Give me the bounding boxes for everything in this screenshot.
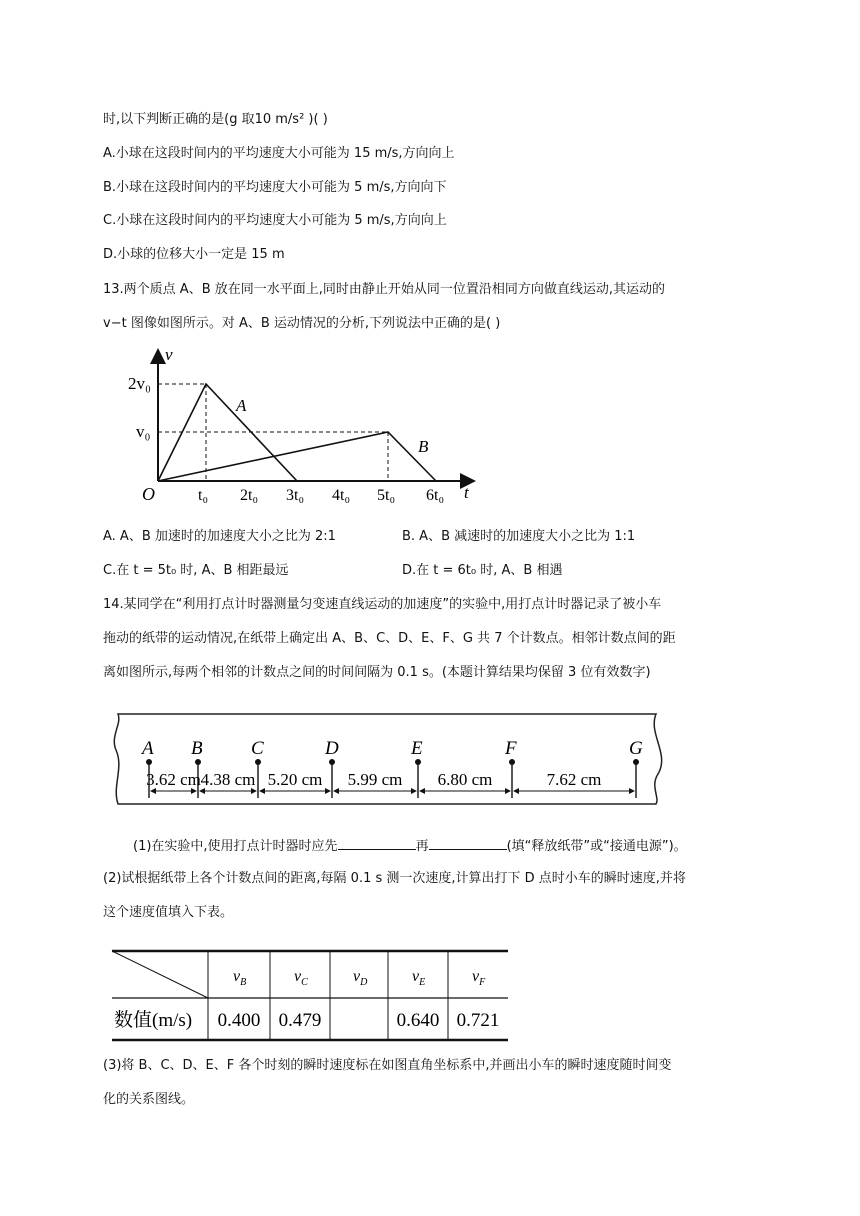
tape-distance-label: 5.20 cm xyxy=(267,770,323,789)
q14-part1 xyxy=(133,835,687,857)
tape-distance-label: 3.62 cm xyxy=(146,770,201,789)
y-axis-label: v xyxy=(165,345,173,364)
table-header: $v_D$ xyxy=(353,968,368,988)
q14-part3-line1: (3)将 B、C、D、E、F 各个时刻的瞬时速度标在如图直角坐标系中,并画出小车的瞬时速度随时间变 xyxy=(103,1058,672,1073)
x-tick-6t0: 6t₀ xyxy=(426,487,445,504)
curve-b xyxy=(158,432,436,481)
q13-option-c: C.在 t = 5t₀ 时, A、B 相距最远 xyxy=(103,563,289,578)
tape-point-label: B xyxy=(191,738,203,759)
q12-option-a: A.小球在这段时间内的平均速度大小可能为 15 m/s,方向向上 xyxy=(103,146,455,161)
table-value: 0.479 xyxy=(278,1010,322,1031)
x-tick-5t0: 5t₀ xyxy=(377,487,396,504)
tape-dot xyxy=(146,759,152,765)
q14-part2-line2: 这个速度值填入下表。 xyxy=(103,905,234,920)
q12-option-b: B.小球在这段时间内的平均速度大小可能为 5 m/s,方向向下 xyxy=(103,180,447,195)
tape-dot xyxy=(415,759,421,765)
q14-part2-line1: (2)试根据纸带上各个计数点间的距离,每隔 0.1 s 测一次速度,计算出打下 D 点时小车的瞬时速度,并将 xyxy=(103,871,686,886)
q13-vt-graph xyxy=(120,340,490,510)
table-value: 0.640 xyxy=(396,1010,440,1031)
table-value: 0.721 xyxy=(456,1010,500,1031)
table-header: $v_B$ xyxy=(233,968,247,988)
q14-velocity-table xyxy=(108,948,512,1048)
curve-b-label: B xyxy=(418,437,429,456)
q14-part1-blank-1[interactable] xyxy=(338,835,416,850)
q13-stem-line2: v−t 图像如图所示。对 A、B 运动情况的分析,下列说法中正确的是( ) xyxy=(103,316,501,331)
tape-point-label: G xyxy=(629,738,643,759)
q14-part1-text-c: (填“释放纸带”或“接通电源”)。 xyxy=(506,839,687,854)
tape-distance-label: 6.80 cm xyxy=(437,770,493,789)
tape-point-label: C xyxy=(251,738,264,759)
x-tick-2t0: 2t₀ xyxy=(240,487,259,504)
tape-dot xyxy=(195,759,201,765)
tape-distance-label: 4.38 cm xyxy=(200,770,256,789)
tape-distance-label: 5.99 cm xyxy=(347,770,403,789)
curve-a-label: A xyxy=(236,396,247,415)
q13-option-a: A. A、B 加速时的加速度大小之比为 2:1 xyxy=(103,529,336,544)
table-header: $v_E$ xyxy=(412,968,426,988)
q12-option-c: C.小球在这段时间内的平均速度大小可能为 5 m/s,方向向上 xyxy=(103,213,447,228)
q12-stem-tail: 时,以下判断正确的是(g 取10 m/s² )( ) xyxy=(103,112,328,127)
table-header: $v_F$ xyxy=(472,968,486,988)
q13-stem-line1: 13.两个质点 A、B 放在同一水平面上,同时由静止开始从同一位置沿相同方向做直线运动,其运动的 xyxy=(103,282,666,297)
q14-part3-line2: 化的关系图线。 xyxy=(103,1092,195,1107)
y-tick-v0: v₀ xyxy=(136,422,151,441)
tape-point-label: D xyxy=(325,738,339,759)
x-axis-label: t xyxy=(464,483,469,502)
table-row-label: 数值(m/s) xyxy=(114,1010,193,1031)
q13-option-d: D.在 t = 6t₀ 时, A、B 相遇 xyxy=(402,563,563,578)
q14-stem-line3: 离如图所示,每两个相邻的计数点之间的时间间隔为 0.1 s。(本题计算结果均保留 3 位有效数字) xyxy=(103,665,651,680)
q14-stem-line2: 拖动的纸带的运动情况,在纸带上确定出 A、B、C、D、E、F、G 共 7 个计数点。相邻计数点间的距 xyxy=(103,631,676,646)
x-tick-t0: t₀ xyxy=(198,487,209,504)
tape-point-label: A xyxy=(142,738,154,759)
tape-dot xyxy=(633,759,639,765)
q14-paper-tape xyxy=(100,706,670,811)
q14-stem-line1: 14.某同学在“利用打点计时器测量匀变速直线运动的加速度”的实验中,用打点计时器记录了被小车 xyxy=(103,597,662,612)
table-header: $v_C$ xyxy=(294,968,308,988)
tape-point-label: E xyxy=(411,738,423,759)
tape-dot xyxy=(255,759,261,765)
q14-part1-text-a: (1)在实验中,使用打点计时器时应先 xyxy=(133,839,338,854)
tape-point-label: F xyxy=(505,738,517,759)
tape-dot xyxy=(329,759,335,765)
table-value: 0.400 xyxy=(217,1010,261,1031)
tape-distance-label: 7.62 cm xyxy=(546,770,602,789)
q13-option-b: B. A、B 减速时的加速度大小之比为 1:1 xyxy=(402,529,636,544)
table-diagonal xyxy=(112,951,208,998)
x-tick-3t0: 3t₀ xyxy=(286,487,305,504)
y-tick-2v0: 2v₀ xyxy=(128,374,151,393)
tape-dot xyxy=(509,759,515,765)
q14-part1-text-b: 再 xyxy=(415,839,429,854)
origin-label: O xyxy=(142,484,155,504)
q14-part1-blank-2[interactable] xyxy=(429,835,507,850)
q12-option-d: D.小球的位移大小一定是 15 m xyxy=(103,247,285,262)
x-tick-4t0: 4t₀ xyxy=(332,487,351,504)
